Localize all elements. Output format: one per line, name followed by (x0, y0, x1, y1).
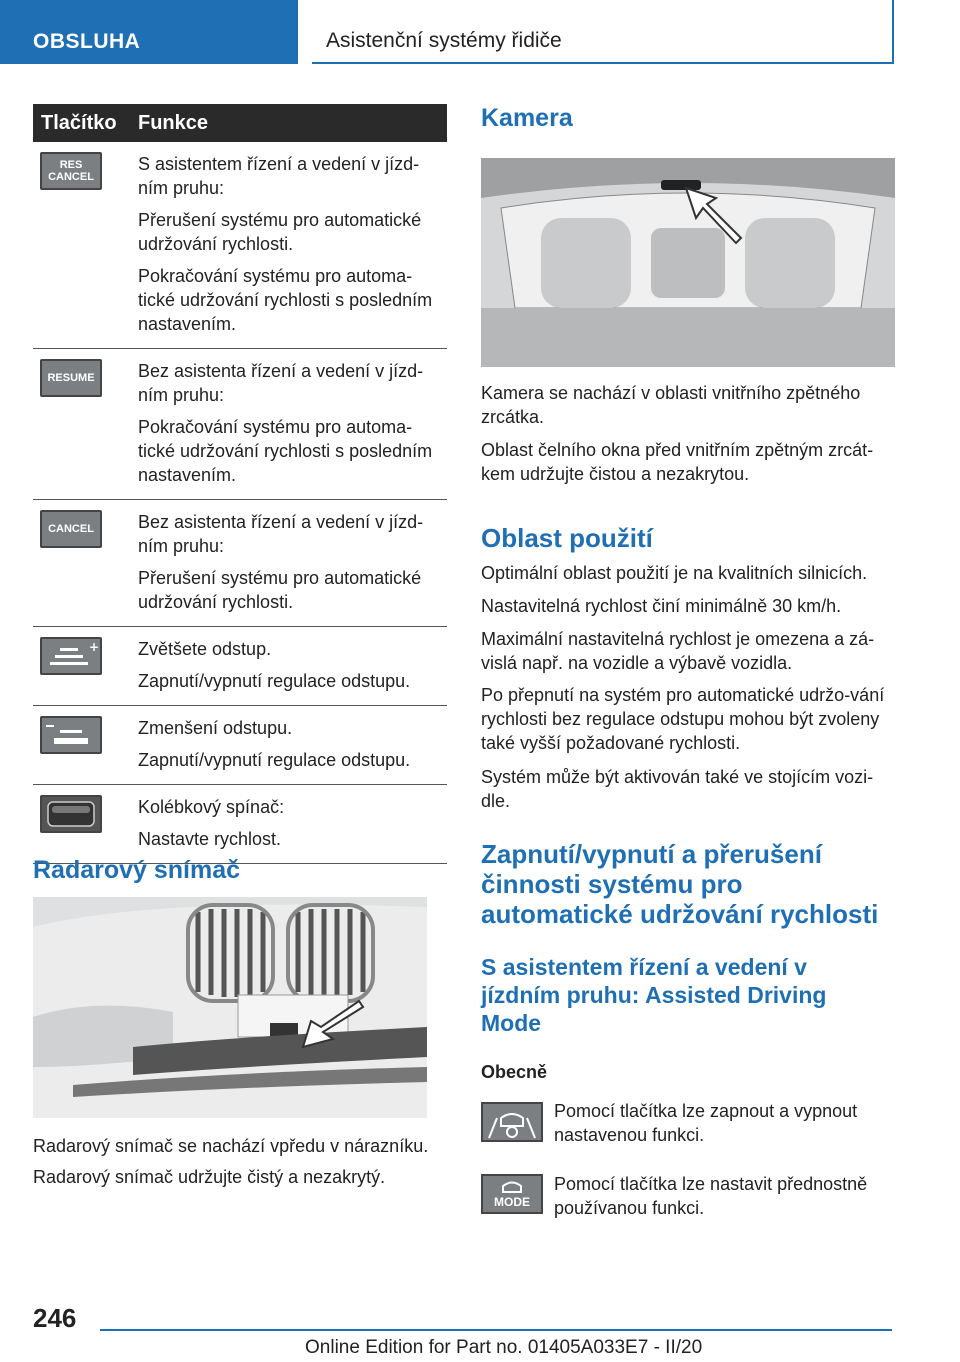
usage-text-5: Systém může být aktivován také ve stojícím vozi-dle. (481, 767, 874, 811)
usage-text-1: Optimální oblast použití je na kvalitních silnicích. (481, 563, 868, 583)
col-button-header: Tlačítko (33, 104, 138, 142)
resume-button-icon: RESUME (40, 359, 102, 397)
col-function-header: Funkce (138, 104, 447, 142)
button-function-table (33, 104, 447, 864)
row-text: Zmenšení odstupu. (138, 718, 293, 738)
res-cancel-button-icon: RES CANCEL (40, 152, 102, 190)
camera-photo (481, 158, 895, 367)
section-tab (0, 0, 298, 64)
usage-text-4: Po přepnutí na systém pro automatické udržo-vání rychlosti bez regulace odstupu mohou být zvoleny také vyšší požadované rychlosti. (481, 685, 885, 753)
usage-text-2: Nastavitelná rychlost činí minimálně 30 km/h. (481, 596, 842, 616)
usage-text-3: Maximální nastavitelná rychlost je omezena a zá-vislá např. na vozidle a výbavě vozidla. (481, 629, 875, 673)
radar-text-1: Radarový snímač se nachází vpředu v nárazníku. (33, 1136, 429, 1156)
distance-decrease-icon (40, 716, 102, 754)
section-label: OBSLUHA (33, 30, 141, 53)
table-row (33, 706, 447, 785)
row-text: Bez asistenta řízení a vedení v jízd-ním pruhu: (138, 361, 424, 405)
row-text: Přerušení systému pro automatické udržování rychlosti. (138, 568, 422, 612)
row-text: S asistentem řízení a vedení v jízd-ním pruhu: (138, 154, 420, 198)
toggle-heading: Zapnutí/vypnutí a přerušení činnosti systému pro automatické udržování rychlosti (481, 839, 879, 929)
row-text: Zapnutí/vypnutí regulace odstupu. (138, 750, 411, 770)
assisted-driving-icon (481, 1102, 543, 1142)
usage-heading: Oblast použití (481, 523, 653, 553)
radar-heading: Radarový snímač (33, 856, 241, 884)
radar-sensor-photo (33, 897, 427, 1118)
camera-heading: Kamera (481, 104, 573, 132)
row-text: Pokračování systému pro automa-tické udržování rychlosti s posledním nastavením. (138, 417, 433, 485)
table-row (33, 500, 447, 627)
general-label: Obecně (481, 1062, 548, 1082)
general-item-2: Pomocí tlačítka lze nastavit přednostně používanou funkci. (554, 1174, 868, 1218)
distance-increase-icon (40, 637, 102, 675)
camera-text-2: Oblast čelního okna před vnitřním zpětným zrcát-kem udržujte čistou a nezakrytou. (481, 440, 874, 484)
camera-text-1: Kamera se nachází v oblasti vnitřního zpětného zrcátka. (481, 383, 861, 427)
row-text: Nastavte rychlost. (138, 829, 282, 849)
edition-text: Online Edition for Part no. 01405A033E7 - II/20 (305, 1337, 703, 1358)
cancel-button-icon: CANCEL (40, 510, 102, 548)
row-text: Zapnutí/vypnutí regulace odstupu. (138, 671, 411, 691)
chapter-title: Asistenční systémy řidiče (326, 29, 562, 52)
row-text: Pokračování systému pro automa-tické udržování rychlosti s posledním nastavením. (138, 266, 433, 334)
radar-text-2: Radarový snímač udržujte čistý a nezakrytý. (33, 1167, 386, 1187)
mode-button-icon (481, 1174, 543, 1214)
chapter-header (312, 0, 894, 64)
table-row (33, 785, 447, 864)
table-row (33, 349, 447, 500)
rocker-switch-icon (40, 795, 102, 833)
general-item-1: Pomocí tlačítka lze zapnout a vypnout nastavenou funkci. (554, 1101, 858, 1145)
table-header-row (33, 104, 447, 142)
row-text: Bez asistenta řízení a vedení v jízd-ním pruhu: (138, 512, 424, 556)
mode-label: MODE (494, 1195, 530, 1209)
toggle-subheading: S asistentem řízení a vedení v jízdním pruhu: Assisted Driving Mode (481, 954, 827, 1036)
footer-divider (100, 1329, 892, 1331)
table-row (33, 142, 447, 349)
svg-text:+: + (89, 640, 100, 654)
page-number: 246 (33, 1303, 77, 1333)
row-text: Zvětšete odstup. (138, 639, 272, 659)
row-text: Přerušení systému pro automatické udržování rychlosti. (138, 210, 422, 254)
table-row (33, 627, 447, 706)
row-text: Kolébkový spínač: (138, 797, 285, 817)
